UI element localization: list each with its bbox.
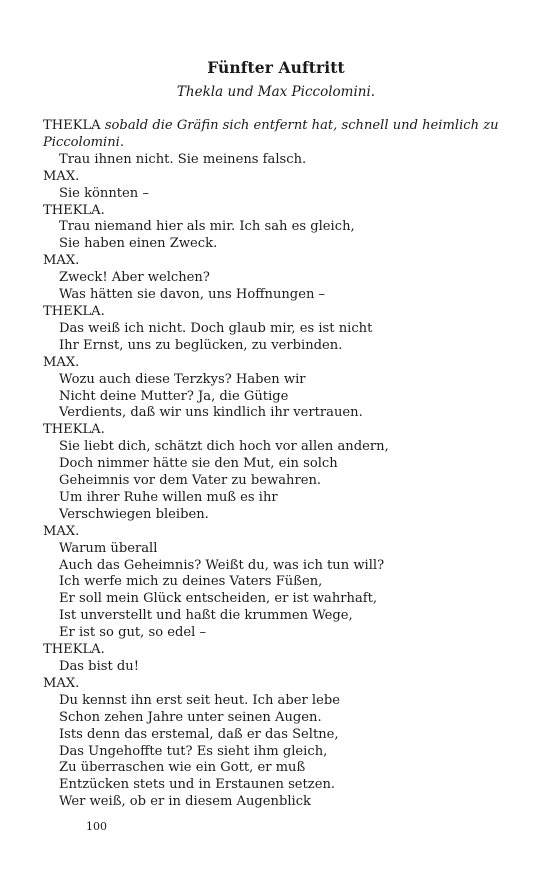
- verse-line: Er soll mein Glück entscheiden, er ist wahrhaft,: [59, 591, 378, 607]
- speaker-name: THEKLA.: [43, 202, 105, 218]
- verse-line: Das bist du!: [59, 659, 139, 674]
- verse-line: Wer weiß, ob er in diesem Augenblick: [59, 794, 311, 810]
- verse-line: Das Ungehoffte tut? Es sieht ihm gleich,: [59, 743, 328, 759]
- verse-line: Ists denn das erstemal, daß er das Seltne,: [59, 726, 339, 742]
- verse-line: Warum überall: [59, 540, 158, 556]
- dialogue-lines: [43, 152, 513, 811]
- speaker-name: MAX.: [43, 675, 80, 691]
- verse-line: Sie haben einen Zweck.: [59, 236, 218, 252]
- verse-line: Er ist so gut, so edel –: [59, 625, 207, 641]
- verse-line: Trau ihnen nicht. Sie meinens falsch.: [59, 151, 307, 167]
- speaker-name: THEKLA.: [43, 303, 105, 319]
- verse-line: Nicht deine Mutter? Ja, die Gütige: [59, 388, 289, 404]
- verse-line: Du kennst ihn erst seit heut. Ich aber lebe: [59, 692, 340, 708]
- scene-subtitle: Thekla und Max Piccolomini.: [176, 84, 376, 100]
- verse-line: Zu überraschen wie ein Gott, er muß: [59, 760, 306, 776]
- verse-line: Ich werfe mich zu deines Vaters Füßen,: [59, 574, 323, 590]
- verse-line: Doch nimmer hätte sie den Mut, ein solch: [59, 456, 338, 472]
- opening-speaker-line: [43, 118, 513, 135]
- verse-line: Ihr Ernst, uns zu beglücken, zu verbinden.: [59, 337, 343, 353]
- verse-line: Was hätten sie davon, uns Hoffnungen –: [59, 287, 326, 303]
- verse-line: Verschwiegen bleiben.: [59, 506, 209, 522]
- verse-line: Zweck! Aber welchen?: [59, 270, 210, 286]
- dialogue-body: [43, 118, 513, 811]
- speaker-name: MAX.: [43, 168, 80, 184]
- verse-line: Schon zehen Jahre unter seinen Augen.: [59, 709, 322, 725]
- speaker-name: MAX.: [43, 253, 80, 269]
- verse-line: Sie könnten –: [59, 185, 149, 201]
- verse-line: Entzücken stets und in Erstaunen setzen.: [59, 777, 336, 793]
- speaker-name: THEKLA.: [43, 422, 105, 438]
- speaker-name: MAX.: [43, 523, 80, 539]
- speaker-name: MAX.: [43, 354, 80, 370]
- stage-direction: sobald die Gräfin sich entfernt hat, schnell und heimlich zu: [104, 118, 499, 133]
- verse-line: Verdients, daß wir uns kindlich ihr vertrauen.: [59, 405, 363, 421]
- verse-line: Geheimnis vor dem Vater zu bewahren.: [59, 473, 322, 489]
- speaker-name: THEKLA: [43, 118, 101, 133]
- speaker-name: THEKLA.: [43, 642, 105, 658]
- verse-line: Das weiß ich nicht. Doch glaub mir, es ist nicht: [59, 320, 373, 336]
- verse-line: Trau niemand hier als mir. Ich sah es gleich,: [59, 219, 355, 235]
- stage-direction: Piccolomini.: [43, 134, 125, 150]
- stage-direction-cont: [43, 135, 513, 152]
- verse-line: Wozu auch diese Terzkys? Haben wir: [59, 371, 306, 387]
- verse-line: Sie liebt dich, schätzt dich hoch vor allen andern,: [59, 439, 389, 455]
- scene-title: Fünfter Auftritt: [207, 58, 345, 77]
- verse-line: Auch das Geheimnis? Weißt du, was ich tun will?: [59, 557, 385, 573]
- page-number: 100: [86, 820, 107, 833]
- verse-line: Ist unverstellt und haßt die krummen Wege,: [59, 608, 353, 624]
- verse-line: Um ihrer Ruhe willen muß es ihr: [59, 489, 278, 505]
